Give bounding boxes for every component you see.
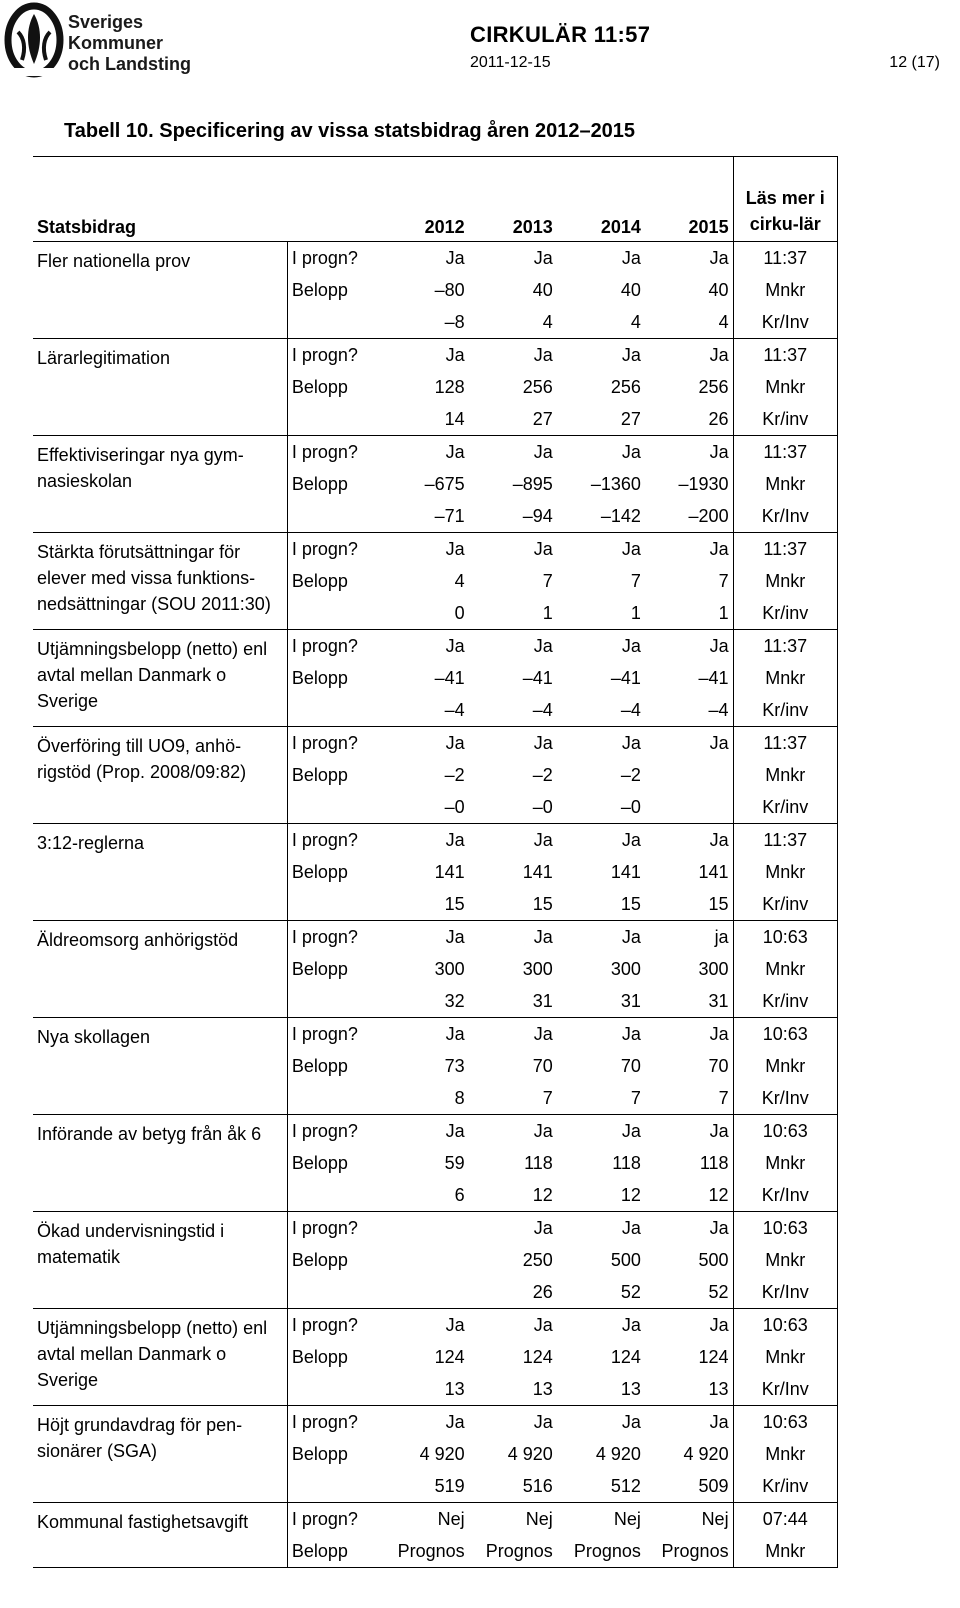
table-row [33, 242, 838, 275]
value-cell: –2 [532, 765, 553, 785]
circular-date: 2011-12-15 [470, 54, 551, 71]
value-cell: 40 [708, 280, 729, 300]
value-cell: Ja [621, 345, 641, 365]
reference-cell: Kr/Inv [733, 1373, 837, 1406]
row-type: Belopp [287, 856, 380, 888]
value-cell: 52 [645, 1276, 733, 1309]
value-cell: Ja [621, 539, 641, 559]
reference-cell: Kr/inv [733, 694, 837, 727]
row-type: Belopp [287, 1244, 380, 1276]
value-cell: 1 [469, 597, 557, 630]
value-cell: 26 [469, 1276, 557, 1309]
value-cell: –41 [434, 668, 465, 688]
value-cell: 118 [524, 1153, 553, 1173]
table-row [33, 339, 838, 372]
value-cell: –1930 [678, 474, 729, 494]
value-cell: Ja [621, 442, 641, 462]
value-cell: –41 [610, 668, 641, 688]
table-header-row [33, 157, 838, 242]
value-cell: Ja [445, 636, 465, 656]
org-line-1: Sveriges [68, 12, 144, 32]
reference-cell: 10:63 [733, 1309, 837, 1342]
value-cell: 1 [645, 597, 733, 630]
value-cell: Prognos [645, 1535, 733, 1568]
header-las-mer: Läs mer i cirku-lär [733, 157, 837, 242]
reference-cell: Mnkr [733, 274, 837, 306]
value-cell: 40 [532, 280, 553, 300]
value-cell: –675 [424, 474, 465, 494]
reference-cell: 11:37 [733, 533, 837, 566]
row-type: Belopp [287, 662, 380, 694]
value-cell [381, 1276, 469, 1309]
value-cell: 31 [645, 985, 733, 1018]
value-cell: –0 [469, 791, 557, 824]
row-type [287, 403, 380, 436]
row-type: I progn? [287, 436, 380, 469]
value-cell: 32 [381, 985, 469, 1018]
statsbidrag-name: Ökad undervisningstid i matematik [33, 1212, 287, 1309]
row-type: I progn? [287, 339, 380, 372]
row-type: I progn? [287, 242, 380, 275]
value-cell: Ja [533, 1218, 553, 1238]
statsbidrag-name: Stärkta förutsättningar för elever med vissa funktions-nedsättningar (SOU 2011:30) [33, 533, 287, 630]
reference-cell: Mnkr [733, 953, 837, 985]
header-2014: 2014 [557, 157, 645, 242]
row-type: I progn? [287, 1406, 380, 1439]
header-2013: 2013 [469, 157, 557, 242]
value-cell: –94 [469, 500, 557, 533]
reference-cell: Kr/inv [733, 888, 837, 921]
reference-cell: Mnkr [733, 468, 837, 500]
row-type: I progn? [287, 1503, 380, 1536]
value-cell: –0 [557, 791, 645, 824]
value-cell: Ja [445, 1121, 465, 1141]
value-cell [645, 759, 733, 791]
value-cell: 8 [381, 1082, 469, 1115]
value-cell: 13 [381, 1373, 469, 1406]
org-line-3: och Landsting [68, 54, 191, 74]
row-type: Belopp [287, 1341, 380, 1373]
table-title: Tabell 10. Specificering av vissa statsbidrag åren 2012–2015 [64, 120, 636, 142]
value-cell: Nej [613, 1509, 641, 1529]
value-cell: 40 [620, 280, 641, 300]
value-cell: Ja [709, 733, 729, 753]
value-cell: 52 [557, 1276, 645, 1309]
value-cell: Ja [533, 1315, 553, 1335]
value-cell: 512 [557, 1470, 645, 1503]
value-cell: Ja [621, 248, 641, 268]
value-cell: 141 [522, 862, 553, 882]
value-cell: 300 [698, 959, 729, 979]
value-cell: Ja [709, 1218, 729, 1238]
value-cell: 12 [557, 1179, 645, 1212]
value-cell: Ja [533, 1024, 553, 1044]
reference-cell: Kr/inv [733, 403, 837, 436]
row-type: Belopp [287, 274, 380, 306]
value-cell: ja [714, 927, 729, 947]
statsbidrag-name: Effektiviseringar nya gym-nasieskolan [33, 436, 287, 533]
value-cell [381, 1212, 469, 1245]
value-cell: 27 [469, 403, 557, 436]
reference-cell: 10:63 [733, 1018, 837, 1051]
value-cell: Ja [445, 539, 465, 559]
value-cell: –80 [434, 280, 465, 300]
value-cell: 300 [610, 959, 641, 979]
reference-cell: Mnkr [733, 1147, 837, 1179]
value-cell: 4 920 [419, 1444, 465, 1464]
value-cell: 12 [469, 1179, 557, 1212]
value-cell: Prognos [557, 1535, 645, 1568]
statsbidrag-name: Fler nationella prov [33, 242, 287, 339]
value-cell: Ja [533, 1121, 553, 1141]
row-type [287, 597, 380, 630]
row-type: I progn? [287, 1309, 380, 1342]
value-cell: –0 [381, 791, 469, 824]
value-cell: 12 [645, 1179, 733, 1212]
reference-cell: Kr/inv [733, 597, 837, 630]
circular-number: CIRKULÄR 11:57 [470, 22, 651, 47]
value-cell: 256 [698, 377, 729, 397]
skl-logo-icon [4, 2, 64, 82]
reference-cell: Mnkr [733, 759, 837, 791]
value-cell: 31 [469, 985, 557, 1018]
reference-cell: 11:37 [733, 436, 837, 469]
value-cell: 70 [708, 1056, 729, 1076]
value-cell: 300 [522, 959, 553, 979]
row-type: I progn? [287, 727, 380, 760]
statsbidrag-name: Utjämningsbelopp (netto) enl avtal mellan Danmark o Sverige [33, 630, 287, 727]
row-type [287, 1373, 380, 1406]
value-cell: 7 [645, 1082, 733, 1115]
value-cell: Ja [709, 1024, 729, 1044]
value-cell: Ja [445, 927, 465, 947]
value-cell: 15 [381, 888, 469, 921]
value-cell: –4 [557, 694, 645, 727]
reference-cell: Kr/Inv [733, 1082, 837, 1115]
table-row [33, 727, 838, 760]
value-cell: 13 [557, 1373, 645, 1406]
value-cell: 141 [610, 862, 641, 882]
org-line-2: Kommuner [68, 33, 164, 53]
value-cell: Ja [709, 1121, 729, 1141]
value-cell: 124 [434, 1347, 465, 1367]
value-cell: 7 [718, 571, 729, 591]
row-type: I progn? [287, 630, 380, 663]
statsbidrag-name: Överföring till UO9, anhö-rigstöd (Prop. 2008/09:82) [33, 727, 287, 824]
value-cell: –200 [645, 500, 733, 533]
header-statsbidrag: Statsbidrag [33, 157, 381, 242]
reference-cell: 10:63 [733, 1115, 837, 1148]
row-type [287, 888, 380, 921]
value-cell: 256 [522, 377, 553, 397]
reference-cell: 11:37 [733, 727, 837, 760]
statsbidrag-name: Utjämningsbelopp (netto) enl avtal mellan Danmark o Sverige [33, 1309, 287, 1406]
row-type [287, 694, 380, 727]
row-type [287, 1276, 380, 1309]
reference-cell: Mnkr [733, 1341, 837, 1373]
value-cell: 141 [434, 862, 465, 882]
value-cell: 1 [557, 597, 645, 630]
value-cell: 15 [557, 888, 645, 921]
reference-cell: Kr/Inv [733, 1276, 837, 1309]
value-cell: 27 [557, 403, 645, 436]
value-cell: 141 [698, 862, 729, 882]
reference-cell: 10:63 [733, 1406, 837, 1439]
row-type: I progn? [287, 1212, 380, 1245]
value-cell: Ja [445, 733, 465, 753]
value-cell: Ja [533, 1412, 553, 1432]
row-type [287, 306, 380, 339]
value-cell: –71 [381, 500, 469, 533]
value-cell: 250 [522, 1250, 553, 1270]
value-cell: 7 [630, 571, 641, 591]
row-type: I progn? [287, 1018, 380, 1051]
reference-cell: 10:63 [733, 1212, 837, 1245]
reference-cell: 11:37 [733, 630, 837, 663]
value-cell: Prognos [469, 1535, 557, 1568]
row-type: I progn? [287, 533, 380, 566]
reference-cell: Mnkr [733, 565, 837, 597]
value-cell: 128 [434, 377, 465, 397]
value-cell: 256 [610, 377, 641, 397]
value-cell: –41 [698, 668, 729, 688]
table-body [33, 242, 838, 1568]
value-cell: Ja [445, 1412, 465, 1432]
value-cell: 6 [381, 1179, 469, 1212]
value-cell: Ja [533, 636, 553, 656]
reference-cell: 11:37 [733, 824, 837, 857]
value-cell: Ja [621, 1121, 641, 1141]
reference-cell: Kr/inv [733, 791, 837, 824]
value-cell: 4 [557, 306, 645, 339]
value-cell: 70 [532, 1056, 553, 1076]
value-cell: 4 920 [507, 1444, 553, 1464]
value-cell: Ja [621, 1315, 641, 1335]
statsbidrag-name: Höjt grundavdrag för pen-sionärer (SGA) [33, 1406, 287, 1503]
value-cell: Ja [621, 927, 641, 947]
value-cell: Ja [445, 442, 465, 462]
value-cell: Ja [445, 1315, 465, 1335]
value-cell: 13 [469, 1373, 557, 1406]
row-type [287, 1179, 380, 1212]
value-cell: 4 920 [595, 1444, 641, 1464]
row-type [287, 791, 380, 824]
row-type: I progn? [287, 824, 380, 857]
value-cell: Ja [709, 830, 729, 850]
row-type: I progn? [287, 1115, 380, 1148]
row-type: Belopp [287, 468, 380, 500]
value-cell: Ja [533, 539, 553, 559]
reference-cell: Kr/inv [733, 1470, 837, 1503]
value-cell: Ja [621, 1412, 641, 1432]
statsbidrag-table [33, 156, 838, 1568]
value-cell: 0 [381, 597, 469, 630]
page-header [0, 0, 960, 90]
value-cell: –8 [381, 306, 469, 339]
table-row [33, 436, 838, 469]
reference-cell: 10:63 [733, 921, 837, 954]
value-cell: 4 [469, 306, 557, 339]
row-type [287, 1470, 380, 1503]
row-type: Belopp [287, 371, 380, 403]
value-cell: 516 [469, 1470, 557, 1503]
value-cell: 124 [698, 1347, 729, 1367]
value-cell: Ja [445, 345, 465, 365]
value-cell: 118 [699, 1153, 729, 1173]
value-cell: Ja [709, 539, 729, 559]
value-cell: –2 [620, 765, 641, 785]
table-row [33, 1018, 838, 1051]
value-cell: 13 [645, 1373, 733, 1406]
value-cell: 73 [444, 1056, 465, 1076]
value-cell: 4 [645, 306, 733, 339]
value-cell: Ja [533, 927, 553, 947]
value-cell: –41 [522, 668, 553, 688]
value-cell: –1360 [590, 474, 641, 494]
value-cell: Ja [709, 1315, 729, 1335]
value-cell: Ja [533, 345, 553, 365]
statsbidrag-name: Äldreomsorg anhörigstöd [33, 921, 287, 1018]
value-cell: Ja [709, 345, 729, 365]
value-cell: Nej [701, 1509, 729, 1529]
reference-cell: Kr/inv [733, 985, 837, 1018]
reference-cell: Mnkr [733, 1050, 837, 1082]
row-type: Belopp [287, 1535, 380, 1568]
statsbidrag-name: Införande av betyg från åk 6 [33, 1115, 287, 1212]
value-cell: 59 [444, 1153, 465, 1173]
reference-cell: 11:37 [733, 339, 837, 372]
value-cell: Ja [445, 1024, 465, 1044]
value-cell: –4 [645, 694, 733, 727]
reference-cell: Mnkr [733, 371, 837, 403]
statsbidrag-name: Kommunal fastighetsavgift [33, 1503, 287, 1568]
value-cell: 300 [434, 959, 465, 979]
header-2015: 2015 [645, 157, 733, 242]
table-row [33, 533, 838, 566]
table-row [33, 1503, 838, 1536]
statsbidrag-name: Lärarlegitimation [33, 339, 287, 436]
reference-cell: Kr/Inv [733, 306, 837, 339]
row-type [287, 1082, 380, 1115]
value-cell: 4 920 [683, 1444, 729, 1464]
value-cell: –4 [469, 694, 557, 727]
value-cell: Ja [621, 636, 641, 656]
reference-cell: Kr/Inv [733, 1179, 837, 1212]
value-cell: Ja [621, 733, 641, 753]
value-cell: Nej [525, 1509, 553, 1529]
row-type [287, 500, 380, 533]
value-cell: Ja [533, 733, 553, 753]
table-row [33, 1406, 838, 1439]
reference-cell: Mnkr [733, 1438, 837, 1470]
row-type: Belopp [287, 1147, 380, 1179]
value-cell: 118 [612, 1153, 641, 1173]
statsbidrag-name: 3:12-reglerna [33, 824, 287, 921]
reference-cell: Mnkr [733, 662, 837, 694]
value-cell: 124 [522, 1347, 553, 1367]
value-cell: Ja [621, 1218, 641, 1238]
header-2012: 2012 [381, 157, 469, 242]
table-row [33, 630, 838, 663]
reference-cell: 11:37 [733, 242, 837, 275]
value-cell: 124 [610, 1347, 641, 1367]
reference-cell: Kr/Inv [733, 500, 837, 533]
statsbidrag-name: Nya skollagen [33, 1018, 287, 1115]
value-cell: Ja [445, 830, 465, 850]
value-cell: Ja [533, 442, 553, 462]
reference-cell: Mnkr [733, 1244, 837, 1276]
row-type [287, 985, 380, 1018]
value-cell: Nej [437, 1509, 465, 1529]
value-cell: 15 [645, 888, 733, 921]
value-cell: 509 [645, 1470, 733, 1503]
value-cell: –142 [557, 500, 645, 533]
row-type: Belopp [287, 1050, 380, 1082]
value-cell: Ja [445, 248, 465, 268]
value-cell: Ja [533, 248, 553, 268]
value-cell: 31 [557, 985, 645, 1018]
value-cell: 14 [381, 403, 469, 436]
value-cell: Ja [621, 830, 641, 850]
row-type: I progn? [287, 921, 380, 954]
reference-cell: Mnkr [733, 1535, 837, 1568]
row-type: Belopp [287, 565, 380, 597]
row-type: Belopp [287, 759, 380, 791]
organization-name [68, 12, 191, 75]
value-cell: 519 [381, 1470, 469, 1503]
value-cell: –2 [444, 765, 465, 785]
value-cell: 4 [454, 571, 465, 591]
row-type: Belopp [287, 953, 380, 985]
value-cell: 26 [645, 403, 733, 436]
value-cell: 500 [610, 1250, 641, 1270]
table-row [33, 824, 838, 857]
value-cell: 70 [620, 1056, 641, 1076]
value-cell [645, 791, 733, 824]
value-cell: Ja [709, 1412, 729, 1432]
reference-cell: Mnkr [733, 856, 837, 888]
table-row [33, 1212, 838, 1245]
value-cell: Ja [533, 830, 553, 850]
value-cell: 7 [542, 571, 553, 591]
value-cell: 7 [557, 1082, 645, 1115]
value-cell: Ja [621, 1024, 641, 1044]
row-type: Belopp [287, 1438, 380, 1470]
value-cell: Ja [709, 636, 729, 656]
page-number: 12 (17) [889, 54, 940, 71]
value-cell: –895 [512, 474, 553, 494]
reference-cell: 07:44 [733, 1503, 837, 1536]
value-cell: 500 [698, 1250, 729, 1270]
table-row [33, 1309, 838, 1342]
value-cell: Prognos [381, 1535, 469, 1568]
table-row [33, 1115, 838, 1148]
value-cell: –4 [381, 694, 469, 727]
value-cell [381, 1244, 469, 1276]
value-cell: 7 [469, 1082, 557, 1115]
value-cell: 15 [469, 888, 557, 921]
value-cell: Ja [709, 248, 729, 268]
table-row [33, 921, 838, 954]
value-cell: Ja [709, 442, 729, 462]
